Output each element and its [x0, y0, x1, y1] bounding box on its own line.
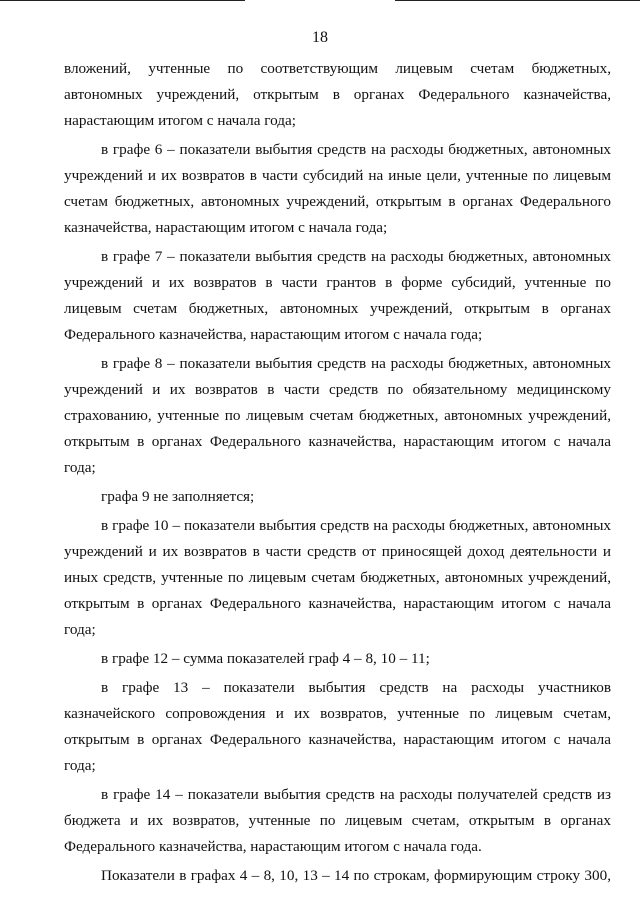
paragraph-column-7: в графе 7 – показатели выбытия средств на расходы бюджетных, автономных учреждений и их возвратов в части грантов в форме субсидий, учтенные по лицевым счетам бюджетных, автономных учреждений, открытым в органах Федерального казначейства, нарастающим итогом с начала года;: [64, 248, 611, 343]
paragraph-continuation: вложений, учтенные по соответствующим лицевым счетам бюджетных, автономных учреждений, открытым в органах Федерального казначейства, нарастающим итогом с начала года;: [64, 60, 611, 129]
page-number: 18: [312, 29, 328, 46]
paragraph-column-12: в графе 12 – сумма показателей граф 4 – 8, 10 – 11;: [101, 650, 430, 667]
paragraph-column-10: в графе 10 – показатели выбытия средств на расходы бюджетных, автономных учреждений и их возвратов в части средств от приносящей доход деятельности и иных средств, учтенные по лицевым счетам бюджетных, автономных учреждений, открытым в органах Федерального казначейства, нарастающим итогом с начала года;: [64, 517, 611, 638]
paragraph-column-8: в графе 8 – показатели выбытия средств на расходы бюджетных, автономных учреждений и их возвратов в части средств по обязательному медицинскому страхованию, учтенные по лицевым счетам бюджетных, автономных учреждений, открытым в органах Федерального казначейства, нарастающим итогом с начала года;: [64, 355, 611, 476]
top-rule-right: [395, 0, 640, 1]
paragraph-column-13: в графе 13 – показатели выбытия средств на расходы участников казначейского сопровождения и их возвратов, учтенные по лицевым счетам, открытым в органах Федерального казначейства, нарастающим итогом с начала года;: [64, 679, 611, 774]
paragraph-indicators: Показатели в графах 4 – 8, 10, 13 – 14 по строкам, формирующим строку 300,: [101, 867, 611, 884]
paragraph-column-6: в графе 6 – показатели выбытия средств на расходы бюджетных, автономных учреждений и их возвратов в части субсидий на иные цели, учтенные по лицевым счетам бюджетных, автономных учреждений, открытым в органах Федерального казначейства, нарастающим итогом с начала года;: [64, 141, 611, 236]
paragraph-column-14: в графе 14 – показатели выбытия средств на расходы получателей средств из бюджета и их возвратов, учтенные по лицевым счетам, открытым в органах Федерального казначейства, нарастающим итогом с начала года.: [64, 786, 611, 855]
document-body: [64, 56, 611, 892]
top-rule-left: [0, 0, 245, 1]
paragraph-column-9: графа 9 не заполняется;: [101, 488, 255, 505]
